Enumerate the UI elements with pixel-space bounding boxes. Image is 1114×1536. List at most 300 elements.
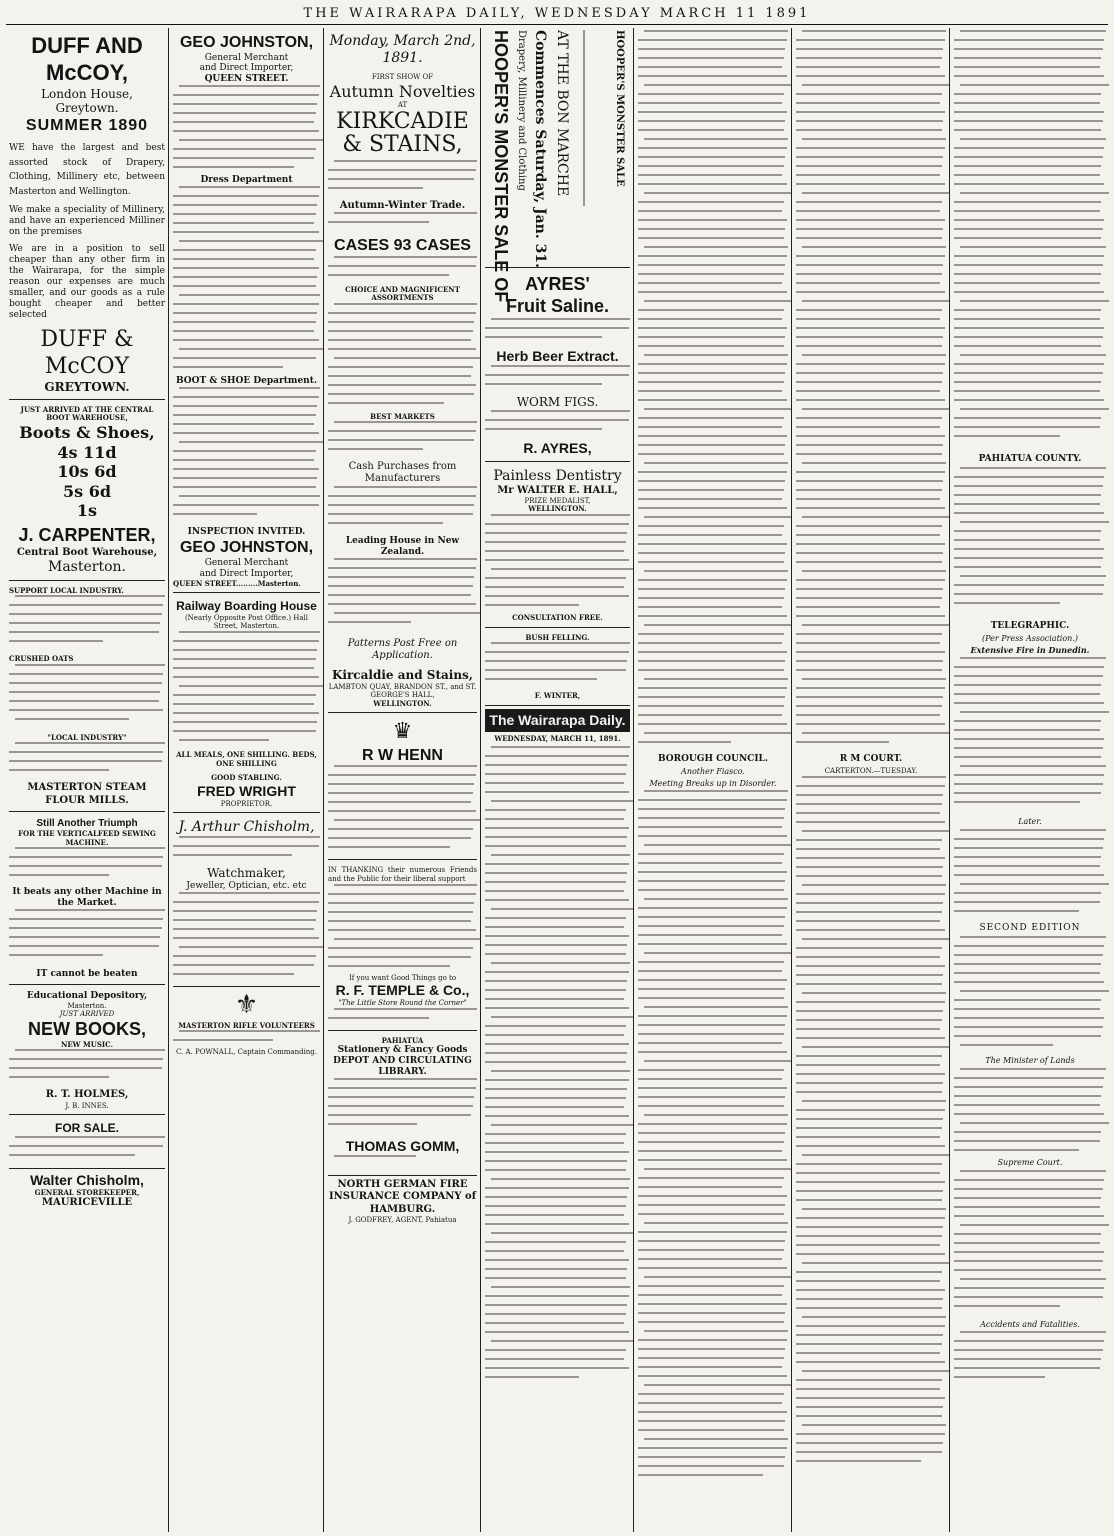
text-line — [960, 990, 1109, 992]
ad-body-filler — [173, 1030, 320, 1048]
ad-name: R. AYRES, — [523, 439, 592, 456]
text-line — [796, 615, 945, 617]
ad-title: DUFF AND McCOY, — [31, 33, 143, 85]
text-line — [638, 453, 784, 455]
text-line — [638, 853, 784, 855]
text-line — [173, 121, 314, 123]
text-line — [485, 1196, 627, 1198]
text-line — [485, 1160, 627, 1162]
column-1 — [6, 30, 168, 1530]
ad-subtitle: and Direct Importer, — [199, 63, 294, 74]
text-line — [15, 718, 129, 720]
text-line — [638, 1357, 784, 1359]
ad-subtitle: (Nearly Opposite Post Office.) Hall Street, Masterton. — [184, 613, 309, 631]
text-line — [954, 318, 1100, 320]
text-line — [954, 219, 1104, 221]
text-line — [796, 821, 945, 823]
text-line — [796, 597, 942, 599]
editorial-body — [485, 746, 630, 1386]
article-body — [796, 30, 946, 750]
ad-body: We are in a position to sell cheaper than any other firm in the Wairarapa, for the simple reason our expenses are much smaller, and our goods as a rule bought cheaper and better selected — [9, 243, 165, 320]
text-line — [954, 684, 1101, 686]
text-line — [485, 1106, 624, 1108]
text-line — [638, 943, 787, 945]
text-line — [173, 414, 316, 416]
text-line — [485, 1304, 627, 1306]
text-line — [9, 1145, 163, 1147]
text-line — [954, 801, 1080, 803]
text-line — [15, 1049, 165, 1051]
text-line — [638, 979, 787, 981]
text-line — [796, 741, 889, 743]
text-line — [485, 1115, 629, 1117]
text-line — [954, 1104, 1100, 1106]
ad-subtitle: PROPRIETOR. — [220, 799, 273, 808]
ad-location: Masterton. — [48, 558, 126, 575]
ad-subtitle: JUST ARRIVED — [59, 1010, 115, 1019]
ad-location: GREYTOWN. — [44, 380, 130, 395]
text-line — [638, 916, 785, 918]
text-line — [485, 1295, 629, 1297]
ad-subtitle: GENERAL STOREKEEPER, — [34, 1187, 140, 1197]
ad-heading: BEST MARKETS — [370, 411, 435, 421]
text-line — [954, 1367, 1100, 1369]
text-line — [954, 39, 1104, 41]
text-line — [485, 971, 629, 973]
ad-title: KIRKCADIE & STAINS, — [336, 108, 469, 157]
text-line — [173, 730, 316, 732]
text-line — [638, 1150, 782, 1152]
text-line — [638, 1123, 787, 1125]
text-line — [796, 866, 943, 868]
text-line — [328, 312, 476, 314]
text-line — [954, 399, 1104, 401]
text-line — [173, 854, 292, 856]
ad-title: Still Another Triumph — [36, 817, 138, 829]
ad-body-filler — [328, 558, 477, 638]
text-line — [644, 84, 791, 86]
column-3 — [325, 30, 480, 1530]
text-line — [328, 783, 474, 785]
text-line — [638, 147, 787, 149]
text-line — [173, 667, 314, 669]
text-line — [638, 705, 784, 707]
text-line — [173, 964, 314, 966]
text-line — [173, 459, 314, 461]
text-line — [954, 273, 1101, 275]
text-line — [796, 1163, 942, 1165]
text-line — [796, 1451, 942, 1453]
text-line — [796, 264, 943, 266]
text-line — [954, 1215, 1104, 1217]
text-line — [954, 874, 1104, 876]
royal-arms-icon: ♛ — [392, 719, 413, 745]
text-line — [638, 597, 784, 599]
text-line — [173, 213, 316, 215]
text-line — [960, 1122, 1109, 1124]
text-line — [638, 444, 785, 446]
text-line — [960, 84, 1109, 86]
ad-body-filler — [173, 85, 320, 175]
text-line — [485, 881, 626, 883]
ad-name: J. B. INNES. — [65, 1101, 109, 1110]
text-line — [638, 336, 785, 338]
text-line — [9, 927, 162, 929]
text-line — [173, 405, 317, 407]
article-headline: SECOND EDITION — [979, 923, 1081, 934]
text-line — [9, 769, 109, 771]
ad-title: Stationery & Fancy Goods DEPOT AND CIRCULATING LIBRARY. — [333, 1045, 472, 1078]
text-line — [485, 1025, 626, 1027]
text-line — [796, 1334, 943, 1336]
text-line — [954, 999, 1101, 1001]
text-line — [638, 228, 785, 230]
text-line — [638, 1339, 787, 1341]
text-line — [485, 827, 629, 829]
text-line — [954, 901, 1100, 903]
text-line — [173, 130, 319, 132]
text-line — [954, 111, 1104, 113]
text-line — [638, 1258, 782, 1260]
text-line — [491, 642, 630, 644]
text-line — [491, 318, 630, 320]
text-line — [173, 721, 317, 723]
text-line — [796, 902, 943, 904]
text-line — [638, 1069, 784, 1071]
text-line — [173, 468, 319, 470]
article-subhead: Accidents and Fatalities. — [980, 1319, 1080, 1329]
price: 5s 6d — [62, 481, 112, 501]
text-line — [485, 523, 629, 525]
ad-body-filler — [328, 421, 477, 461]
text-line — [644, 624, 791, 626]
text-line — [485, 1241, 626, 1243]
text-line — [485, 651, 629, 653]
text-line — [954, 1376, 1045, 1378]
text-line — [638, 156, 785, 158]
text-line — [638, 669, 784, 671]
article-body — [954, 1068, 1106, 1158]
text-line — [491, 1286, 630, 1288]
text-line — [638, 291, 787, 293]
text-line — [796, 1460, 921, 1462]
text-line — [796, 1136, 940, 1138]
text-line — [173, 195, 319, 197]
text-line — [960, 936, 1106, 938]
text-line — [644, 1330, 788, 1332]
text-line — [491, 1232, 633, 1234]
text-line — [954, 847, 1103, 849]
text-line — [796, 147, 945, 149]
text-line — [9, 1154, 135, 1156]
text-line — [954, 363, 1104, 365]
ad-title: R W HENN — [362, 746, 443, 764]
text-line — [485, 1358, 624, 1360]
text-line — [796, 687, 945, 689]
text-line — [485, 1133, 626, 1135]
text-line — [954, 228, 1103, 230]
text-line — [179, 387, 320, 389]
text-line — [334, 256, 477, 258]
text-line — [802, 938, 949, 940]
text-line — [954, 1077, 1104, 1079]
text-line — [638, 93, 784, 95]
text-line — [960, 1278, 1106, 1280]
text-line — [173, 477, 317, 479]
column-divider — [949, 28, 950, 1532]
text-line — [954, 183, 1104, 185]
ad-body: WE have the largest and best assorted stock of Drapery, Clothing, Millinery etc, between Masterton and Wellington. — [9, 143, 165, 197]
text-line — [954, 165, 1101, 167]
text-line — [796, 651, 945, 653]
text-line — [796, 327, 945, 329]
text-line — [796, 66, 940, 68]
text-line — [328, 902, 474, 904]
text-line — [954, 602, 1060, 604]
text-line — [485, 1268, 627, 1270]
text-line — [960, 883, 1109, 885]
kirkcaldie-ad — [328, 30, 477, 713]
text-line — [638, 201, 784, 203]
ad-body-filler — [173, 836, 320, 866]
text-line — [796, 1325, 945, 1327]
text-line — [328, 321, 474, 323]
text-line — [638, 1195, 787, 1197]
text-line — [638, 835, 787, 837]
ad-heading: "LOCAL INDUSTRY" — [47, 732, 127, 742]
text-line — [796, 48, 943, 50]
ad-subtitle: London House, Greytown. — [41, 86, 133, 116]
text-line — [954, 1035, 1101, 1037]
text-line — [334, 212, 477, 214]
price: 4s 11d — [57, 442, 117, 462]
text-line — [796, 399, 945, 401]
price: 1s — [76, 501, 98, 521]
text-line — [644, 462, 788, 464]
text-line — [954, 548, 1104, 550]
text-line — [173, 694, 316, 696]
text-line — [638, 111, 787, 113]
ad-heading: SUPPORT LOCAL INDUSTRY. — [9, 585, 124, 595]
text-line — [638, 507, 787, 509]
text-line — [179, 240, 323, 242]
text-line — [485, 890, 624, 892]
ad-title: MASTERTON STEAM FLOUR MILLS. — [27, 782, 147, 806]
article-subhead: Meeting Breaks up in Disorder. — [649, 778, 777, 788]
text-line — [954, 512, 1104, 514]
text-line — [796, 57, 942, 59]
text-line — [638, 961, 784, 963]
text-line — [796, 1145, 945, 1147]
text-line — [179, 685, 323, 687]
text-line — [638, 1024, 785, 1026]
text-line — [638, 1402, 782, 1404]
text-line — [173, 928, 314, 930]
text-line — [328, 1114, 471, 1116]
ad-text: IN THANKING their numerous Friends and the Public for their liberal support — [328, 866, 477, 883]
text-line — [328, 1087, 476, 1089]
ad-text: If you want Good Things go to — [348, 973, 457, 982]
text-line — [960, 1331, 1106, 1333]
text-line — [328, 430, 476, 432]
books-ad — [9, 988, 165, 1115]
text-line — [9, 700, 159, 702]
text-line — [179, 739, 269, 741]
text-line — [644, 952, 791, 954]
sewing-machine-ad — [9, 815, 165, 985]
text-line — [796, 1442, 943, 1444]
text-line — [802, 830, 949, 832]
text-line — [9, 613, 162, 615]
text-line — [9, 760, 162, 762]
text-line — [954, 910, 1079, 912]
text-line — [796, 291, 945, 293]
text-line — [796, 696, 943, 698]
text-line — [485, 1007, 629, 1009]
text-line — [954, 1113, 1104, 1115]
text-line — [954, 693, 1100, 695]
text-line — [802, 1154, 949, 1156]
article-body — [638, 30, 788, 750]
text-line — [334, 303, 477, 305]
text-line — [485, 532, 627, 534]
text-line — [173, 357, 316, 359]
text-line — [644, 246, 788, 248]
text-line — [173, 504, 319, 506]
text-line — [173, 901, 319, 903]
text-line — [796, 201, 942, 203]
text-line — [796, 444, 943, 446]
text-line — [328, 1096, 474, 1098]
text-line — [638, 1285, 784, 1287]
ad-heading: HOOPER'S MONSTER SALE — [614, 30, 626, 187]
article-body — [796, 776, 946, 1476]
text-line — [954, 1242, 1100, 1244]
text-line — [796, 794, 943, 796]
text-line — [173, 423, 314, 425]
text-line — [954, 747, 1103, 749]
text-line — [485, 541, 626, 543]
text-line — [960, 192, 1109, 194]
text-line — [334, 160, 477, 162]
text-line — [954, 503, 1100, 505]
text-line — [638, 498, 782, 500]
text-line — [328, 965, 450, 967]
text-line — [638, 1141, 784, 1143]
text-line — [179, 294, 320, 296]
text-line — [796, 1064, 940, 1066]
text-line — [485, 1142, 624, 1144]
ad-body-filler — [328, 765, 477, 855]
text-line — [485, 660, 627, 662]
text-line — [485, 1079, 629, 1081]
text-line — [802, 192, 949, 194]
text-line — [485, 953, 626, 955]
column-4 — [482, 30, 633, 1530]
ad-title: Fruit Saline. — [505, 295, 610, 316]
article-headline: PAHIATUA COUNTY. — [978, 454, 1082, 464]
text-line — [954, 309, 1101, 311]
text-line — [173, 249, 316, 251]
text-line — [15, 847, 165, 849]
text-line — [802, 776, 946, 778]
ad-body-filler — [328, 212, 477, 236]
article-body — [954, 467, 1106, 617]
text-line — [9, 945, 159, 947]
text-line — [638, 1456, 785, 1458]
text-line — [954, 1026, 1103, 1028]
text-line — [796, 219, 945, 221]
price: 10s 6d — [57, 462, 117, 482]
text-line — [173, 312, 317, 314]
text-line — [954, 156, 1103, 158]
text-line — [173, 703, 314, 705]
text-line — [638, 633, 784, 635]
text-line — [179, 495, 320, 497]
article-subhead: The Minister of Lands — [985, 1056, 1075, 1066]
text-line — [491, 1070, 630, 1072]
text-line — [796, 723, 945, 725]
text-line — [954, 1340, 1104, 1342]
ad-title: Painless Dentistry — [493, 467, 622, 484]
text-line — [638, 651, 787, 653]
text-line — [638, 1096, 785, 1098]
text-line — [644, 1006, 788, 1008]
ad-body-filler — [328, 486, 477, 536]
text-line — [638, 579, 787, 581]
text-line — [485, 336, 602, 338]
text-line — [960, 30, 1106, 32]
text-line — [9, 954, 103, 956]
article-subhead: Later. — [1018, 817, 1042, 827]
text-line — [491, 962, 630, 964]
text-line — [796, 1190, 943, 1192]
text-line — [638, 219, 787, 221]
text-line — [491, 1124, 633, 1126]
text-line — [638, 1294, 782, 1296]
text-line — [954, 1197, 1101, 1199]
text-line — [954, 57, 1101, 59]
text-line — [796, 669, 942, 671]
text-line — [796, 785, 945, 787]
ad-body-filler — [173, 631, 320, 751]
text-line — [796, 893, 945, 895]
text-line — [638, 1204, 785, 1206]
text-line — [796, 75, 945, 77]
text-line — [796, 705, 942, 707]
text-line — [328, 567, 476, 569]
text-line — [328, 513, 473, 515]
text-line — [328, 504, 474, 506]
text-line — [954, 174, 1100, 176]
text-line — [638, 273, 784, 275]
text-line — [485, 1331, 629, 1333]
text-line — [9, 691, 160, 693]
text-line — [796, 1415, 942, 1417]
text-line — [802, 84, 949, 86]
text-line — [334, 558, 477, 560]
ad-name: F. WINTER, — [534, 691, 581, 701]
ad-location: WELLINGTON. — [373, 698, 432, 708]
article-subhead: Supreme Court. — [997, 1157, 1063, 1167]
text-line — [954, 838, 1104, 840]
text-line — [638, 1312, 785, 1314]
text-line — [485, 1250, 624, 1252]
text-line — [638, 534, 782, 536]
text-line — [638, 435, 787, 437]
ad-body-filler — [328, 884, 477, 974]
text-line — [485, 1322, 624, 1324]
